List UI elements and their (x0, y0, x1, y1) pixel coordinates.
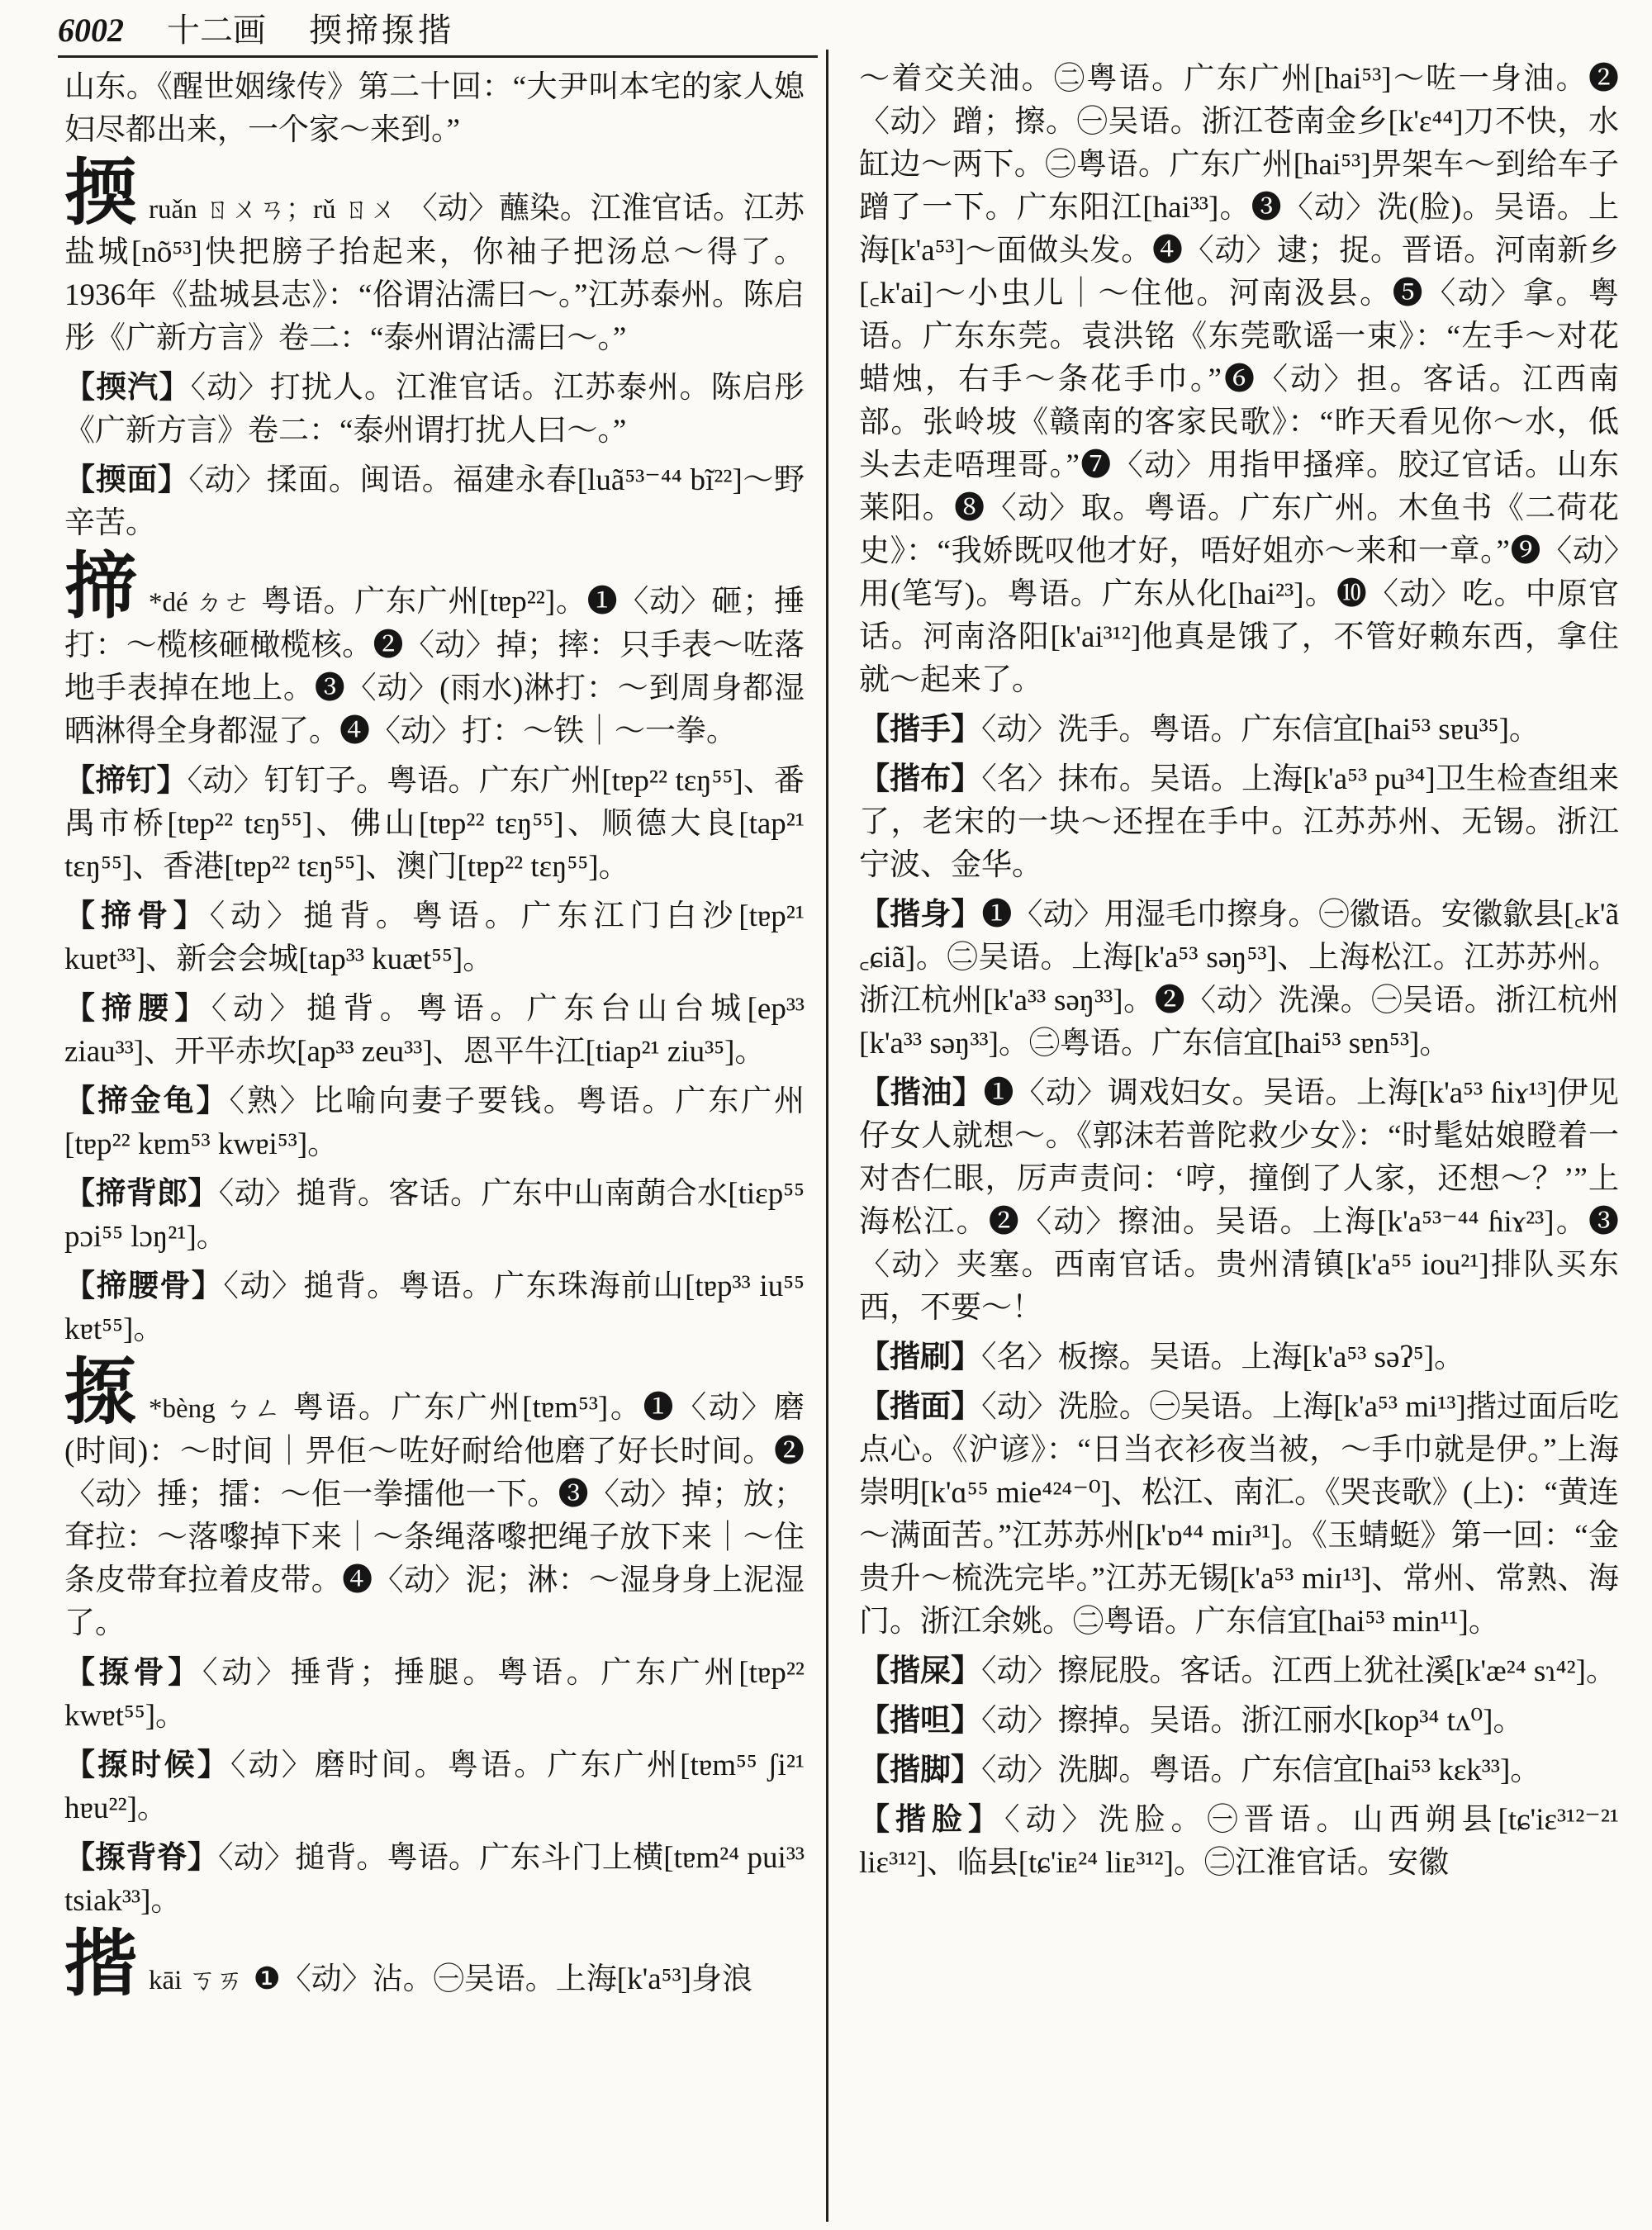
headword: 【揩身】 (859, 898, 982, 932)
headword: 【揩布】 (859, 762, 982, 796)
sub-entry-de-ding (64, 760, 805, 889)
entry-ruan (64, 154, 805, 360)
page-number: 6002 (58, 12, 124, 49)
definition: 〈动〉蘸染。江淮官话。江苏盐城[nõ⁵³]快把膀子抬起来，你袖子把汤总～得了。1936年《盐城县志》：“俗谓沾濡曰～。”江苏泰州。陈启彤《广新方言》卷二：“泰州谓沾濡曰～。” (64, 192, 805, 355)
page-header (58, 5, 818, 58)
sub-entry-kai-you (859, 1072, 1619, 1330)
sub-entry-ruan-mian (64, 459, 805, 545)
headword: 【揥骨】 (64, 899, 210, 933)
definition: ❶〈动〉调戏妇女。吴语。上海[k'a⁵³ ɦiɤ¹³]伊见仔女人就想～。《郭沫若普陀救少女》：“时髦姑娘瞪着一对杏仁眼，厉声责问：‘哼，撞倒了人家，还想～？’”上海松江。❷〈动〉擦油。吴语。上海[k'a⁵³⁻⁴⁴ ɦiɤ²³]。❸〈动〉夹塞。西南官话。贵州清镇[k'a⁵⁵ iou²¹]排队买东西，不要～！ (859, 1076, 1619, 1325)
definition: ❶〈动〉沾。㊀吴语。上海[k'a⁵³]身浪 (253, 1962, 752, 1996)
sub-entry-de-gu (64, 895, 805, 981)
definition: ❶〈动〉用湿毛巾擦身。㊀徽语。安徽歙县[꜀k'ã ꜀ɕiã]。㊁吴语。上海[k'a⁵³ səŋ⁵³]、上海松江。江苏苏州。浙江杭州[k'a³³ səŋ³³]。❷〈动〉洗澡。㊀吴语。浙江杭州[k'a³³ səŋ³³]。㊁粤语。广东信宜[hai⁵³ sɐn⁵³]。 (859, 898, 1619, 1060)
sub-entry-de-beilang (64, 1173, 805, 1259)
stroke-section: 十二画 (167, 12, 266, 49)
pronunciation: ruǎn ㄖㄨㄢ；rǔ ㄖㄨ (149, 195, 397, 225)
headword: 【揥背郎】 (64, 1177, 219, 1211)
entry-de (64, 548, 805, 753)
headword: 【揼骨】 (64, 1656, 202, 1690)
headword: 【揥腰】 (64, 992, 211, 1026)
sub-entry-beng-beiji (64, 1837, 805, 1923)
head-character: 揥 (64, 548, 138, 628)
definition: 〈熟〉比喻向妻子要钱。粤语。广东广州[tɐp²² kɐm⁵³ kwɐi⁵³]。 (64, 1084, 805, 1161)
entry-beng (64, 1354, 805, 1645)
definition: 〈动〉搥背。粤语。广东台山台城[ep³³ ziau³³]、开平赤坎[ap³³ zeu³³]、恩平牛江[tiap²¹ ziu³⁵]。 (64, 992, 805, 1069)
definition: 〈动〉洗手。粤语。广东信宜[hai⁵³ sɐu³⁵]。 (981, 713, 1540, 747)
headword: 【揼背脊】 (64, 1841, 218, 1875)
headword: 【揩刷】 (859, 1340, 981, 1374)
headword: 【揥腰骨】 (64, 1269, 224, 1303)
sub-entry-kai-shua (859, 1336, 1619, 1379)
definition: 〈动〉洗脸。㊀晋语。山西朔县[tɕ'iɛ³¹²⁻²¹ liɛ³¹²]、临县[tɕ'iᴇ²⁴ liᴇ³¹²]。㊁江淮官话。安徽 (859, 1803, 1619, 1880)
headword: 【揥钉】 (64, 764, 188, 798)
headword: 【揩脸】 (859, 1803, 1004, 1837)
headword: 【揩呾】 (859, 1704, 981, 1738)
head-character: 揼 (64, 1354, 138, 1434)
headword: 【㨎汽】 (64, 371, 191, 405)
sub-entry-de-yao (64, 988, 805, 1074)
sub-entry-beng-gu (64, 1652, 805, 1738)
headword: 【揥金龟】 (64, 1084, 230, 1118)
sub-entry-kai-jiao (859, 1749, 1619, 1792)
definition: 〈动〉擦屁股。客话。江西上犹社溪[k'æ²⁴ sɿ⁴²]。 (981, 1654, 1616, 1688)
definition: 〈动〉磨时间。粤语。广东广州[tɐm⁵⁵ ʃi²¹ hɐu²²]。 (64, 1748, 805, 1825)
definition: 〈动〉搥背。客话。广东中山南蓢合水[tiɛp⁵⁵ pɔi⁵⁵ lɔŋ²¹]。 (64, 1177, 805, 1254)
pronunciation: *bèng ㄅㄥ (149, 1394, 283, 1424)
headword: 【揩屎】 (859, 1654, 981, 1688)
headword: 【揩脚】 (859, 1753, 981, 1787)
headword: 【㨎面】 (64, 463, 189, 497)
definition: 〈动〉洗脚。粤语。广东信宜[hai⁵³ kɛk³³]。 (981, 1753, 1541, 1787)
definition: 〈动〉擦掉。吴语。浙江丽水[kop³⁴ tʌ⁰]。 (981, 1704, 1524, 1738)
definition: 粤语。广东广州[tɐp²²]。❶〈动〉砸；捶打：～榄核砸橄榄核。❷〈动〉掉；摔：只手表～咗落地手表掉在地上。❸〈动〉(雨水)淋打：～到周身都湿晒淋得全身都湿了。❹〈动〉打：～铁｜～一拳。 (64, 585, 805, 748)
sub-entry-kai-da (859, 1700, 1619, 1743)
sub-entry-de-jingui (64, 1080, 805, 1166)
definition: 〈名〉抹布。吴语。上海[k'a⁵³ pu³⁴]卫生检查组来了，老宋的一块～还捏在手中。江苏苏州、无锡。浙江宁波、金华。 (859, 762, 1619, 882)
definition: 〈动〉搥背。粤语。广东江门白沙[tɐp²¹ kuɐt³³]、新会会城[tap³³ kuæt⁵⁵]。 (64, 899, 805, 976)
headword: 【揩手】 (859, 713, 981, 747)
headword: 【揩面】 (859, 1390, 982, 1424)
entry-kai (64, 1925, 805, 2005)
definition: 〈动〉洗脸。㊀吴语。上海[k'a⁵³ mi¹³]揩过面后吃点心。《沪谚》：“日当衣衫夜当被，～手巾就是伊。”上海崇明[k'ɑ⁵⁵ mie⁴²⁴⁻⁰]、松江、南汇。《哭丧歌》(上)：“黄连～满面苦。”江苏苏州[k'ɒ⁴⁴ miɪ³¹]。《玉蜻蜓》第一回：“金贵升～梳洗完毕。”江苏无锡[k'a⁵³ miɪ¹³]、常州、常熟、海门。浙江余姚。㊁粤语。广东信宜[hai⁵³ min¹¹]。 (859, 1390, 1619, 1639)
sub-entry-de-yaogu (64, 1265, 805, 1351)
headword: 【揼时候】 (64, 1748, 230, 1782)
definition: 〈动〉钉钉子。粤语。广东广州[tɐp²² tɛŋ⁵⁵]、番禺市桥[tɐp²² tɛŋ⁵⁵]、佛山[tɐp²² tɛŋ⁵⁵]、顺德大良[tap²¹ tɛŋ⁵⁵]、香港[tɐp²² tɛŋ⁵⁵]、澳门[tɐp²² tɛŋ⁵⁵]。 (64, 764, 805, 884)
sub-entry-kai-shou (859, 709, 1619, 752)
head-character: 揩 (64, 1925, 138, 2005)
definition: 〈动〉搥背。粤语。广东斗门上横[tɐm²⁴ pui³³ tsiak³³]。 (64, 1841, 805, 1918)
sub-entry-kai-shi (859, 1650, 1619, 1693)
definition: 〈动〉捶背；捶腿。粤语。广东广州[tɐp²² kwɐt⁵⁵]。 (64, 1656, 805, 1733)
sub-entry-kai-lian (859, 1799, 1619, 1885)
definition: 〈动〉揉面。闽语。福建永春[luã⁵³⁻⁴⁴ bĩ²²]～野辛苦。 (64, 463, 805, 540)
head-character: 㨎 (64, 154, 138, 235)
sub-entry-kai-mian (859, 1386, 1619, 1644)
column-divider (826, 50, 828, 2222)
right-column (859, 58, 1619, 2218)
pronunciation: kāi ㄎㄞ (149, 1966, 244, 1995)
definition: 粤语。广东广州[tɐm⁵³]。❶〈动〉磨(时间)：～时间｜畀佢～咗好耐给他磨了好长时间。❷〈动〉捶；擂：～佢一拳擂他一下。❸〈动〉掉；放；耷拉：～落嚟掉下来｜～条绳落嚟把绳子放下来｜～住条皮带耷拉着皮带。❹〈动〉泥；淋：～湿身身上泥湿了。 (64, 1391, 805, 1640)
page-head-characters: 㨎揥揼揩 (309, 12, 454, 49)
definition: 〈动〉搥背。粤语。广东珠海前山[tɐp³³ iu⁵⁵ kɐt⁵⁵]。 (64, 1269, 805, 1346)
definition: 〈动〉打扰人。江淮官话。江苏泰州。陈启彤《广新方言》卷二：“泰州谓打扰人曰～。” (64, 371, 805, 448)
headword: 【揩油】 (859, 1076, 984, 1110)
continued-text: ～着交关油。㊁粤语。广东广州[hai⁵³]～咗一身油。❷〈动〉蹭；擦。㊀吴语。浙江苍南金乡[k'ɛ⁴⁴]刀不快，水缸边～两下。㊁粤语。广东广州[hai⁵³]畀架车～到给车子蹭了一下。广东阳江[hai³³]。❸〈动〉洗(脸)。吴语。上海[k'a⁵³]～面做头发。❹〈动〉逮；捉。晋语。河南新乡[꜀k'ai]～小虫儿｜～住他。河南汲县。❺〈动〉拿。粤语。广东东莞。袁洪铭《东莞歌谣一束》：“左手～对花蜡烛，右手～条花手巾。”❻〈动〉担。客话。江西南部。张岭坡《赣南的客家民歌》：“昨天看见你～水，低头去走唔理哥。”❼〈动〉用指甲搔痒。胶辽官话。山东莱阳。❽〈动〉取。粤语。广东广州。木鱼书《二荷花史》：“我娇既叹他才好，唔好姐亦～来和一章。”❾〈动〉用(笔写)。粤语。广东从化[hai²³]。❿〈动〉吃。中原官话。河南洛阳[k'ai³¹²]他真是饿了，不管好赖东西，拿住就～起来了。 (859, 62, 1619, 697)
definition: 〈名〉板擦。吴语。上海[k'a⁵³ səʔ⁵]。 (981, 1340, 1465, 1374)
sub-entry-ruan-qi (64, 367, 805, 453)
sub-entry-kai-bu (859, 758, 1619, 887)
sub-entry-beng-shihou (64, 1744, 805, 1830)
left-column (64, 66, 805, 2218)
sub-entry-kai-shen (859, 894, 1619, 1065)
continued-text: 山东。《醒世姻缘传》第二十回：“大尹叫本宅的家人媳妇尽都出来，一个家～来到。” (64, 70, 805, 147)
pronunciation: *dé ㄉㄜ (149, 588, 252, 618)
